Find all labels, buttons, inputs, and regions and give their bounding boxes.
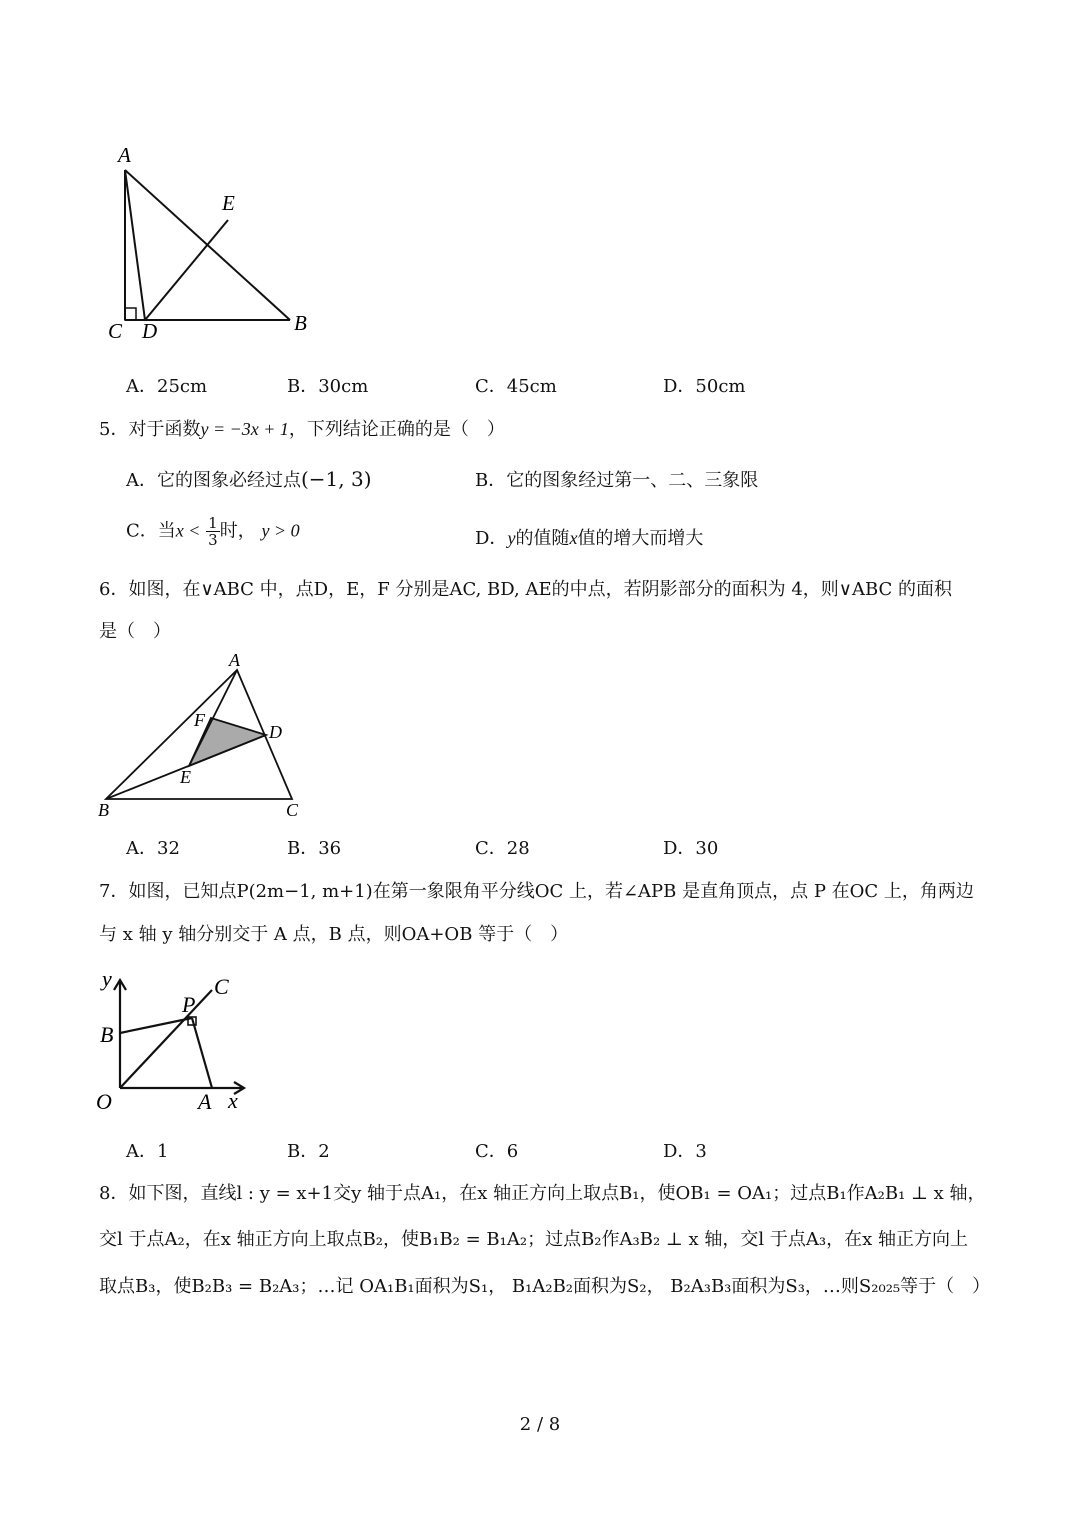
- q5-post: ，下列结论正确的是（ ）: [288, 419, 505, 440]
- q5-option-c: [126, 515, 300, 548]
- q5-option-d-post: 值的增大而增大: [577, 528, 704, 549]
- q5-stem: [99, 415, 505, 441]
- q5-option-c-result: y > 0: [261, 520, 300, 541]
- q7-stem-line1: 7．如图，已知点P(2m−1, m+1)在第一象限角平分线OC 上，若∠APB 是直角顶点，点 P 在OC 上，角两边: [99, 881, 974, 902]
- q6-label-B: B: [98, 800, 109, 820]
- q4-option-d: D．50cm: [663, 376, 746, 397]
- q7-label-x: x: [228, 1088, 238, 1113]
- q4-option-a: A．25cm: [126, 376, 208, 397]
- q7-figure: [92, 962, 262, 1122]
- q7-label-C: C: [214, 974, 229, 999]
- q6-label-A: A: [229, 650, 240, 670]
- q6-label-F: F: [194, 710, 205, 730]
- q6-option-b: B．36: [287, 838, 342, 859]
- q4-label-B: B: [294, 311, 307, 335]
- q5-option-c-cond: x <: [175, 520, 201, 541]
- q5-number: 5．: [99, 419, 129, 440]
- q5-option-d: [475, 524, 703, 550]
- q6-option-d: D．30: [663, 838, 719, 859]
- q7-label-y: y: [102, 966, 112, 991]
- q7-option-c: C．6: [475, 1141, 519, 1162]
- q7-option-d: D．3: [663, 1141, 707, 1162]
- fraction-numerator: 1: [208, 514, 218, 532]
- q5-pre: 对于函数: [128, 419, 201, 440]
- q4-figure: [100, 140, 330, 350]
- q5-option-c-mid: 时，: [219, 520, 256, 542]
- q6-stem-line2: 是（ ）: [99, 621, 171, 642]
- q5-option-c-fraction: [206, 515, 220, 548]
- q4-option-b: B．30cm: [287, 376, 369, 397]
- q4-label-A: A: [118, 143, 131, 167]
- q5-option-b: B．它的图象经过第一、二、三象限: [475, 470, 759, 491]
- q5-option-c-pre: C．当: [126, 520, 176, 542]
- q5-option-d-mid: 的值随: [515, 528, 570, 549]
- q7-stem-line2: 与 x 轴 y 轴分别交于 A 点，B 点，则OA+OB 等于（ ）: [99, 924, 569, 945]
- q5-function: y = −3x + 1: [200, 419, 289, 439]
- q8-stem-line3: 取点B₃，使B₂B₃ = B₂A₃；…记 OA₁B₁面积为S₁， B₁A₂B₂面积为S₂， B₂A₃B₃面积为S₃，…则S₂₀₂₅等于（ ）: [99, 1276, 991, 1297]
- q6-label-D: D: [269, 722, 282, 742]
- q4-label-C: C: [108, 319, 123, 343]
- q5-option-a-point: (−1, 3): [301, 467, 372, 491]
- q7-label-O: O: [96, 1089, 112, 1114]
- q7-label-A: A: [198, 1089, 212, 1114]
- q6-label-E: E: [180, 767, 191, 787]
- q6-option-a: A．32: [126, 838, 180, 859]
- q4-label-E: E: [222, 191, 235, 215]
- q6-figure: [92, 648, 322, 826]
- q5-option-a: [126, 466, 372, 492]
- q5-option-d-x: x: [569, 528, 578, 548]
- q7-option-a: A．1: [126, 1141, 169, 1162]
- q6-stem-line1: 6．如图，在∨ABC 中，点D，E，F 分别是AC, BD, AE的中点，若阴影部分的面积为 4，则∨ABC 的面积: [99, 579, 953, 600]
- q5-option-d-y: y: [507, 528, 516, 548]
- q6-label-C: C: [286, 800, 299, 820]
- fraction-denominator: 3: [208, 531, 218, 549]
- q4-label-D: D: [142, 319, 158, 343]
- q8-stem-line2: 交l 于点A₂，在x 轴正方向上取点B₂，使B₁B₂ = B₁A₂；过点B₂作A₃B₂ ⊥ x 轴，交l 于点A₃，在x 轴正方向上: [99, 1229, 968, 1250]
- q6-option-c: C．28: [475, 838, 530, 859]
- page-number: 2 / 8: [519, 1414, 561, 1435]
- q4-option-c: C．45cm: [475, 376, 557, 397]
- q5-option-a-text: A．它的图象必经过点: [126, 470, 301, 491]
- q7-label-B: B: [100, 1022, 114, 1047]
- q7-option-b: B．2: [287, 1141, 330, 1162]
- q8-stem-line1: 8．如下图，直线l : y = x+1交y 轴于点A₁，在x 轴正方向上取点B₁，使OB₁ = OA₁；过点B₁作A₂B₁ ⊥ x 轴，: [99, 1183, 986, 1204]
- q5-option-d-pre: D．: [475, 528, 508, 549]
- q7-label-P: P: [182, 992, 196, 1017]
